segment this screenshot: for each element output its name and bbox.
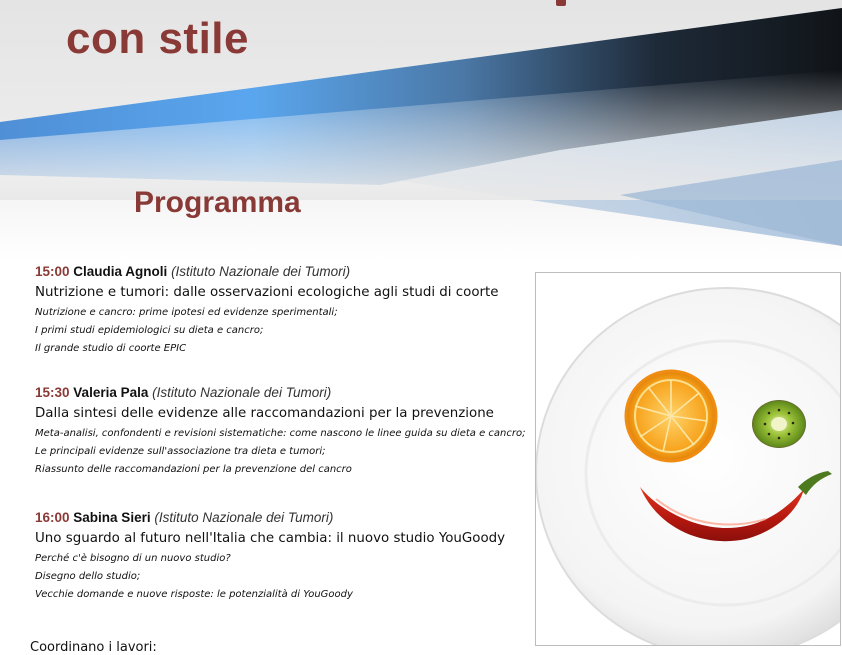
talk-title: Dalla sintesi delle evidenze alle raccomandazioni per la prevenzione	[35, 406, 494, 421]
talk-point: I primi studi epidemiologici su dieta e cancro;	[35, 325, 264, 336]
speaker-name: Claudia Agnoli	[73, 264, 168, 279]
program-session-3	[35, 508, 545, 604]
program-session-2	[35, 383, 545, 479]
talk-points	[35, 425, 545, 479]
speaker-institute: (Istituto Nazionale dei Tumori)	[152, 385, 332, 400]
plate-illustration	[536, 273, 841, 646]
talk-title: Uno sguardo al futuro nell'Italia che cambia: il nuovo studio YouGoody	[35, 531, 506, 546]
program-heading: Programma	[134, 186, 301, 219]
speaker-name: Sabina Sieri	[73, 510, 151, 525]
session-header	[35, 383, 545, 403]
talk-point: Riassunto delle raccomandazioni per la prevenzione del cancro	[35, 464, 352, 475]
session-time: 16:00	[35, 510, 70, 525]
talk-point: Il grande studio di coorte EPIC	[35, 343, 187, 354]
talk-point: Le principali evidenze sull'associazione tra dieta e tumori;	[35, 446, 326, 457]
session-header	[35, 262, 545, 282]
speaker-name: Valeria Pala	[73, 385, 149, 400]
session-time: 15:00	[35, 264, 70, 279]
talk-point: Meta-analisi, confondenti e revisioni sistematiche: come nascono le linee guida su dieta e cancro;	[35, 428, 526, 439]
talk-points	[35, 304, 545, 358]
page-title: con stile	[66, 14, 249, 63]
speaker-institute: (Istituto Nazionale dei Tumori)	[171, 264, 351, 279]
orange-slice	[626, 371, 716, 461]
talk-point: Vecchie domande e nuove risposte: le potenzialità di YouGoody	[35, 589, 353, 600]
speaker-institute: (Istituto Nazionale dei Tumori)	[154, 510, 334, 525]
talk-point: Nutrizione e cancro: prime ipotesi ed evidenze sperimentali;	[35, 307, 338, 318]
talk-points	[35, 550, 545, 604]
footer-coordinators: Coordinano i lavori:	[30, 640, 157, 655]
session-time: 15:30	[35, 385, 70, 400]
talk-point: Disegno dello studio;	[35, 571, 141, 582]
program-session-1	[35, 262, 545, 358]
kiwi-slice	[752, 400, 806, 448]
talk-title: Nutrizione e tumori: dalle osservazioni ecologiche agli studi di coorte	[35, 285, 499, 300]
talk-point: Perché c'è bisogno di un nuovo studio?	[35, 553, 231, 564]
smiley-plate-image	[535, 272, 841, 646]
session-header	[35, 508, 545, 528]
title-fragment	[556, 0, 566, 6]
